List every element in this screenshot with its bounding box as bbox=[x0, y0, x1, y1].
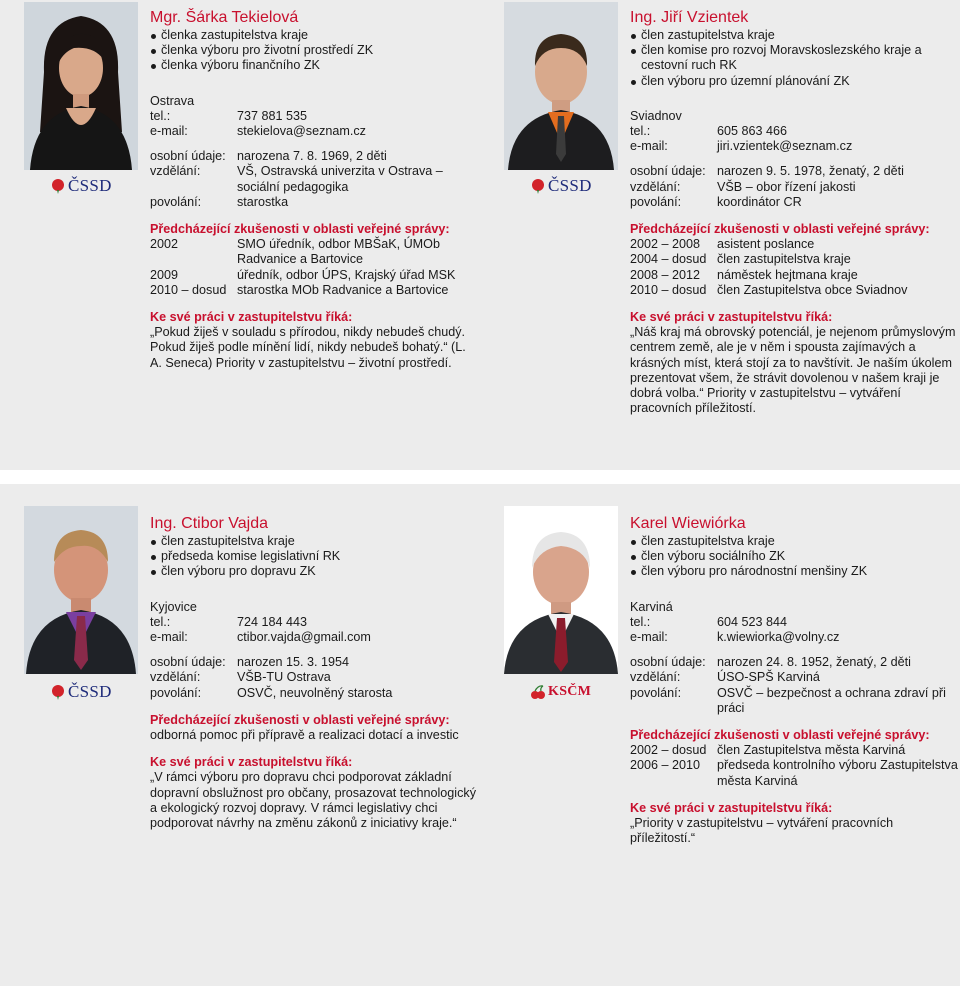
tel-label: tel.: bbox=[630, 124, 651, 139]
academic-title: Mgr. bbox=[150, 9, 182, 26]
experience-years: 2004 – dosud bbox=[630, 252, 707, 267]
job-label: povolání: bbox=[630, 194, 682, 209]
quote-heading: Ke své práci v zastupitelstvu říká: bbox=[630, 310, 833, 325]
quote-text: „Pokud žiješ v souladu s přírodou, nikdy nebudeš chudý. Pokud žiješ podle mínění lidí, nikdy nebudeš bohatý.“ (L. A. Seneca) Priority v zastupitelstvu – životní prostředí. bbox=[150, 325, 466, 370]
experience-years: 2006 – 2010 bbox=[630, 758, 701, 773]
experience-years: 2002 – 2008 bbox=[630, 237, 701, 252]
experience-years: 2008 – 2012 bbox=[630, 267, 701, 282]
personal-label: osobní údaje: bbox=[150, 149, 226, 164]
experience-text: odborná pomoc při přípravě a realizaci dotací a investic bbox=[150, 728, 459, 743]
role-item: člen výboru sociálního ZK bbox=[630, 549, 960, 564]
profile-text bbox=[630, 514, 960, 846]
profile-card bbox=[0, 0, 480, 470]
education: VŠB-TU Ostrava bbox=[237, 670, 331, 685]
person-name bbox=[630, 8, 960, 27]
party-logo-cssd bbox=[530, 178, 592, 194]
job-label: povolání: bbox=[630, 685, 682, 700]
cherry-icon bbox=[530, 684, 546, 700]
full-name: Ctibor Vajda bbox=[181, 515, 268, 532]
experience-desc: člen Zastupitelstva města Karviná bbox=[717, 743, 906, 758]
experience-years: 2009 bbox=[150, 267, 179, 282]
personal-block bbox=[150, 149, 480, 210]
personal-info: narozen 15. 3. 1954 bbox=[237, 655, 350, 670]
personal-block bbox=[150, 655, 480, 701]
phone-number: 605 863 466 bbox=[717, 124, 788, 139]
contact-block bbox=[150, 600, 480, 646]
party-name: ČSSD bbox=[548, 176, 592, 196]
quote-text: „Priority v zastupitelstvu – vytváření pracovních příležitostí.“ bbox=[630, 816, 894, 846]
profile-text bbox=[150, 514, 480, 831]
role-item: člen komise pro rozvoj Moravskoslezského kraje a cestovní ruch RK bbox=[630, 43, 960, 73]
city: Karviná bbox=[630, 599, 673, 614]
experience-desc: SMO úředník, odbor MBŠaK, ÚMOb Radvanice a Bartovice bbox=[237, 237, 440, 267]
experience-heading: Předcházející zkušenosti v oblasti veřejné správy: bbox=[630, 728, 930, 743]
quote-text: „V rámci výboru pro dopravu chci podporovat základní dopravní obslužnost pro občany, prosazovat technologický a ekologický rozvoj dopravy. V rámci legislativy chci podporovat návrhy na změnu zákonů z iniciativy kraje.“ bbox=[150, 770, 476, 831]
full-name: Karel Wiewiórka bbox=[630, 515, 746, 532]
personal-info: narozen 9. 5. 1978, ženatý, 2 děti bbox=[717, 164, 904, 179]
profile-card bbox=[480, 0, 960, 470]
experience-desc: člen Zastupitelstva obce Sviadnov bbox=[717, 282, 908, 297]
rose-icon bbox=[50, 684, 66, 700]
experience-years: 2010 – dosud bbox=[150, 282, 227, 297]
job: OSVČ – bezpečnost a ochrana zdraví při práci bbox=[717, 685, 946, 715]
full-name: Jiří Vzientek bbox=[661, 9, 749, 26]
tel-label: tel.: bbox=[150, 108, 171, 123]
email-label: e-mail: bbox=[150, 630, 188, 645]
person-name bbox=[150, 514, 480, 533]
party-logo-cssd bbox=[50, 684, 112, 700]
role-item: člen výboru pro územní plánování ZK bbox=[630, 74, 960, 89]
role-item: člen zastupitelstva kraje bbox=[630, 534, 960, 549]
quote-heading: Ke své práci v zastupitelstvu říká: bbox=[150, 755, 353, 770]
profile-card bbox=[480, 506, 960, 976]
role-item: člen výboru pro národnostní menšiny ZK bbox=[630, 564, 960, 579]
job: koordinátor CR bbox=[717, 194, 802, 209]
role-item: člen výboru pro dopravu ZK bbox=[150, 564, 480, 579]
job: starostka bbox=[237, 194, 289, 209]
experience-desc: předseda kontrolního výboru Zastupitelstva města Karviná bbox=[717, 758, 958, 788]
profile-text bbox=[630, 8, 960, 416]
email-label: e-mail: bbox=[630, 630, 668, 645]
tel-label: tel.: bbox=[150, 614, 171, 629]
role-item: člen zastupitelstva kraje bbox=[630, 28, 960, 43]
experience-list bbox=[630, 237, 960, 298]
portrait-woman-icon bbox=[24, 2, 138, 170]
quote-text: „Náš kraj má obrovský potenciál, je nejenom průmyslovým centrem země, ale je v něm i spousta zajímavých a krásných míst, která stojí za to navštívit. Je naším úkolem prezentovat všem, že strávit dovolenou v našem kraji je dobrá volba.“ Priority v zastupitelstvu – vytváření pracovních příležitostí. bbox=[630, 325, 956, 416]
education-label: vzdělání: bbox=[630, 670, 681, 685]
email-link[interactable]: jiri.vzientek@seznam.cz bbox=[717, 139, 853, 154]
phone-number: 604 523 844 bbox=[717, 614, 788, 629]
academic-title: Ing. bbox=[150, 515, 177, 532]
rose-icon bbox=[530, 178, 546, 194]
roles-list bbox=[150, 28, 480, 74]
education: VŠB – obor řízení jakosti bbox=[717, 179, 856, 194]
education: VŠ, Ostravská univerzita v Ostrava – sociální pedagogika bbox=[237, 164, 443, 194]
city: Ostrava bbox=[150, 93, 195, 108]
roles-list bbox=[630, 534, 960, 580]
personal-block bbox=[630, 164, 960, 210]
email-link[interactable]: ctibor.vajda@gmail.com bbox=[237, 630, 371, 645]
roles-list bbox=[630, 28, 960, 89]
personal-label: osobní údaje: bbox=[150, 655, 226, 670]
rose-icon bbox=[50, 178, 66, 194]
party-name: ČSSD bbox=[68, 176, 112, 196]
portrait-man-icon bbox=[504, 506, 618, 674]
education-label: vzdělání: bbox=[630, 179, 681, 194]
personal-block bbox=[630, 655, 960, 716]
band-divider bbox=[0, 470, 960, 484]
job-label: povolání: bbox=[150, 685, 202, 700]
experience-heading: Předcházející zkušenosti v oblasti veřejné správy: bbox=[630, 222, 930, 237]
experience-heading: Předcházející zkušenosti v oblasti veřejné správy: bbox=[150, 712, 450, 727]
experience-desc: náměstek hejtmana kraje bbox=[717, 267, 858, 282]
experience-years: 2002 – dosud bbox=[630, 743, 707, 758]
personal-info: narozen 24. 8. 1952, ženatý, 2 děti bbox=[717, 655, 911, 670]
personal-label: osobní údaje: bbox=[630, 164, 706, 179]
experience-list bbox=[630, 743, 960, 789]
experience-heading: Předcházející zkušenosti v oblasti veřejné správy: bbox=[150, 222, 450, 237]
phone-number: 724 184 443 bbox=[237, 614, 308, 629]
profile-text bbox=[150, 8, 480, 371]
city: Kyjovice bbox=[150, 599, 197, 614]
party-logo-kscm bbox=[530, 684, 591, 700]
party-name: ČSSD bbox=[68, 682, 112, 702]
role-item: členka výboru pro životní prostředí ZK bbox=[150, 43, 480, 58]
portrait-man-icon bbox=[504, 2, 618, 170]
education-label: vzdělání: bbox=[150, 670, 201, 685]
party-logo-cssd bbox=[50, 178, 112, 194]
experience-desc: člen zastupitelstva kraje bbox=[717, 252, 851, 267]
email-label: e-mail: bbox=[150, 124, 188, 139]
experience-desc: úředník, odbor ÚPS, Krajský úřad MSK bbox=[237, 267, 456, 282]
contact-block bbox=[150, 94, 480, 140]
personal-info: narozena 7. 8. 1969, 2 děti bbox=[237, 149, 387, 164]
email-label: e-mail: bbox=[630, 139, 668, 154]
profile-card bbox=[0, 506, 480, 976]
role-item: člen zastupitelstva kraje bbox=[150, 534, 480, 549]
portrait-man-icon bbox=[24, 506, 138, 674]
email-link[interactable]: stekielova@seznam.cz bbox=[237, 124, 366, 139]
education: ÚSO-SPŠ Karviná bbox=[717, 670, 820, 685]
person-name bbox=[630, 514, 960, 533]
quote-heading: Ke své práci v zastupitelstvu říká: bbox=[150, 310, 353, 325]
full-name: Šárka Tekielová bbox=[185, 9, 299, 26]
contact-block bbox=[630, 109, 960, 155]
job-label: povolání: bbox=[150, 194, 202, 209]
experience-list bbox=[150, 237, 480, 298]
roles-list bbox=[150, 534, 480, 580]
contact-block bbox=[630, 600, 960, 646]
experience-desc: starostka MOb Radvanice a Bartovice bbox=[237, 282, 449, 297]
role-item: členka zastupitelstva kraje bbox=[150, 28, 480, 43]
job: OSVČ, neuvolněný starosta bbox=[237, 685, 393, 700]
experience-years: 2002 bbox=[150, 237, 179, 252]
academic-title: Ing. bbox=[630, 9, 657, 26]
experience-desc: asistent poslance bbox=[717, 237, 815, 252]
education-label: vzdělání: bbox=[150, 164, 201, 179]
experience-years: 2010 – dosud bbox=[630, 282, 707, 297]
personal-label: osobní údaje: bbox=[630, 655, 706, 670]
party-name: KSČM bbox=[548, 684, 592, 700]
email-link[interactable]: k.wiewiorka@volny.cz bbox=[717, 630, 840, 645]
person-name bbox=[150, 8, 480, 27]
city: Sviadnov bbox=[630, 108, 682, 123]
role-item: předseda komise legislativní RK bbox=[150, 549, 480, 564]
quote-heading: Ke své práci v zastupitelstvu říká: bbox=[630, 800, 833, 815]
role-item: členka výboru finančního ZK bbox=[150, 58, 480, 73]
phone-number: 737 881 535 bbox=[237, 108, 308, 123]
tel-label: tel.: bbox=[630, 614, 651, 629]
